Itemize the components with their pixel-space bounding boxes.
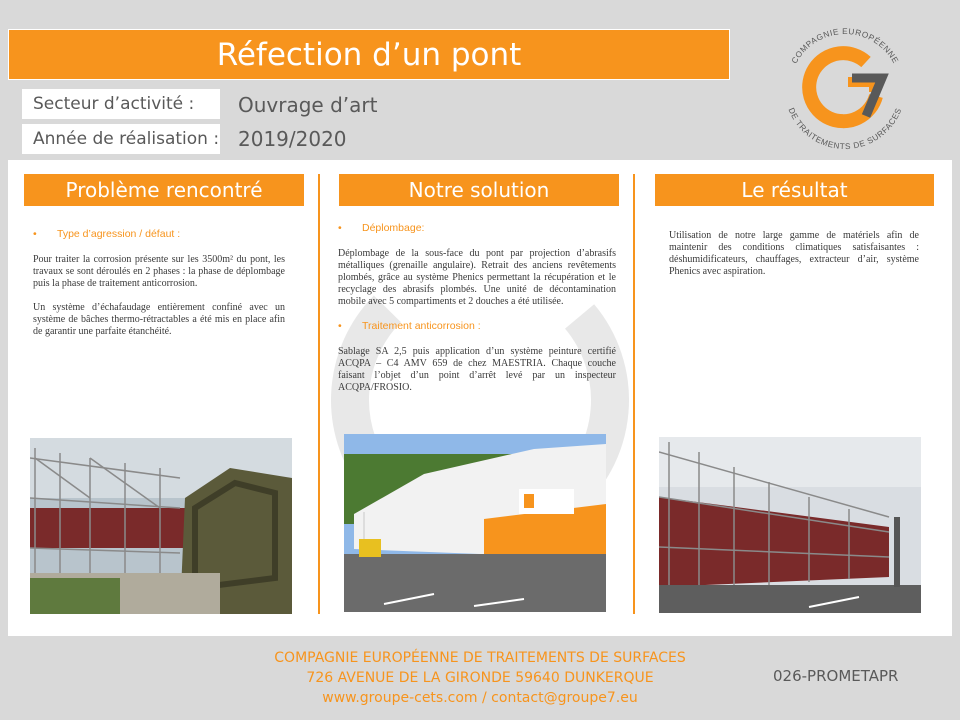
footer-contact[interactable]: www.groupe-cets.com / contact@groupe7.eu	[322, 690, 638, 706]
problem-text	[33, 228, 285, 338]
solution-bullet-1: • Déplombage:	[338, 222, 425, 234]
column-divider	[633, 174, 635, 614]
footer-company: COMPAGNIE EUROPÉENNE DE TRAITEMENTS DE SURFACES	[274, 650, 686, 666]
solution-bullet-2: • Traitement anticorrosion :	[338, 320, 481, 332]
footer-address: 726 AVENUE DE LA GIRONDE 59640 DUNKERQUE	[306, 670, 654, 686]
year-label: Année de réalisation :	[22, 124, 220, 154]
problem-para2: Un système d’échafaudage entièrement confiné avec un système de bâches thermo-rétractables a été mis en place afin de garantir une parfaite étanchéité.	[33, 302, 285, 337]
problem-para1: Pour traiter la corrosion présente sur les 3500m² du pont, les travaux se sont déroulés en 2 phases : la phase de déplombage puis la phase de traitement anticorrosion.	[33, 254, 285, 289]
problem-bullet: • Type d’agression / défaut :	[33, 228, 181, 240]
logo-ring-top: COMPAGNIE EUROPÉENNE	[789, 27, 901, 66]
heading-problem: Problème rencontré	[24, 174, 304, 206]
solution-para2: Sablage SA 2,5 puis application d’un système peinture certifié ACQPA – C4 AMV 659 de chez MAESTRIA. Chaque couche faisant l’objet d’un point d’arrêt levé par un inspecteur ACQPA/FROSIO.	[338, 346, 616, 393]
svg-text:DE TRAITEMENTS DE SURFACES	[787, 107, 904, 152]
photo-enclosure-container	[344, 434, 606, 612]
company-logo	[770, 14, 920, 164]
photo-scaffolding-result	[659, 437, 921, 613]
result-text	[669, 230, 919, 278]
sector-value: Ouvrage d’art	[238, 93, 378, 117]
solution-para1: Déplombage de la sous-face du pont par projection d’abrasifs métalliques (grenaille angulaire). Retrait des anciens revêtements plombés, grâce au système Phenics permettant la récupération et le recyclage des abrasifs plombés. Une unité de décontamination mobile avec 5 compartiments et 2 douches a été utilisée.	[338, 248, 616, 307]
result-para1: Utilisation de notre large gamme de matériels afin de maintenir des conditions climatiques satisfaisantes : déshumidificateurs, chauffages, extracteur d’air, système Phenics avec aspiration.	[669, 230, 919, 277]
heading-solution: Notre solution	[339, 174, 619, 206]
logo-ring-bottom: DE TRAITEMENTS DE SURFACES	[786, 106, 904, 152]
solution-text	[338, 222, 616, 394]
title-banner	[8, 29, 730, 80]
photo-scaffolding-bridge	[30, 438, 292, 614]
page-title: Réfection d’un pont	[216, 36, 522, 73]
sector-label: Secteur d’activité :	[22, 89, 220, 119]
document-reference: 026-PROMETAPR	[773, 667, 899, 685]
heading-result: Le résultat	[655, 174, 934, 206]
year-value: 2019/2020	[238, 127, 347, 151]
column-divider	[318, 174, 320, 614]
